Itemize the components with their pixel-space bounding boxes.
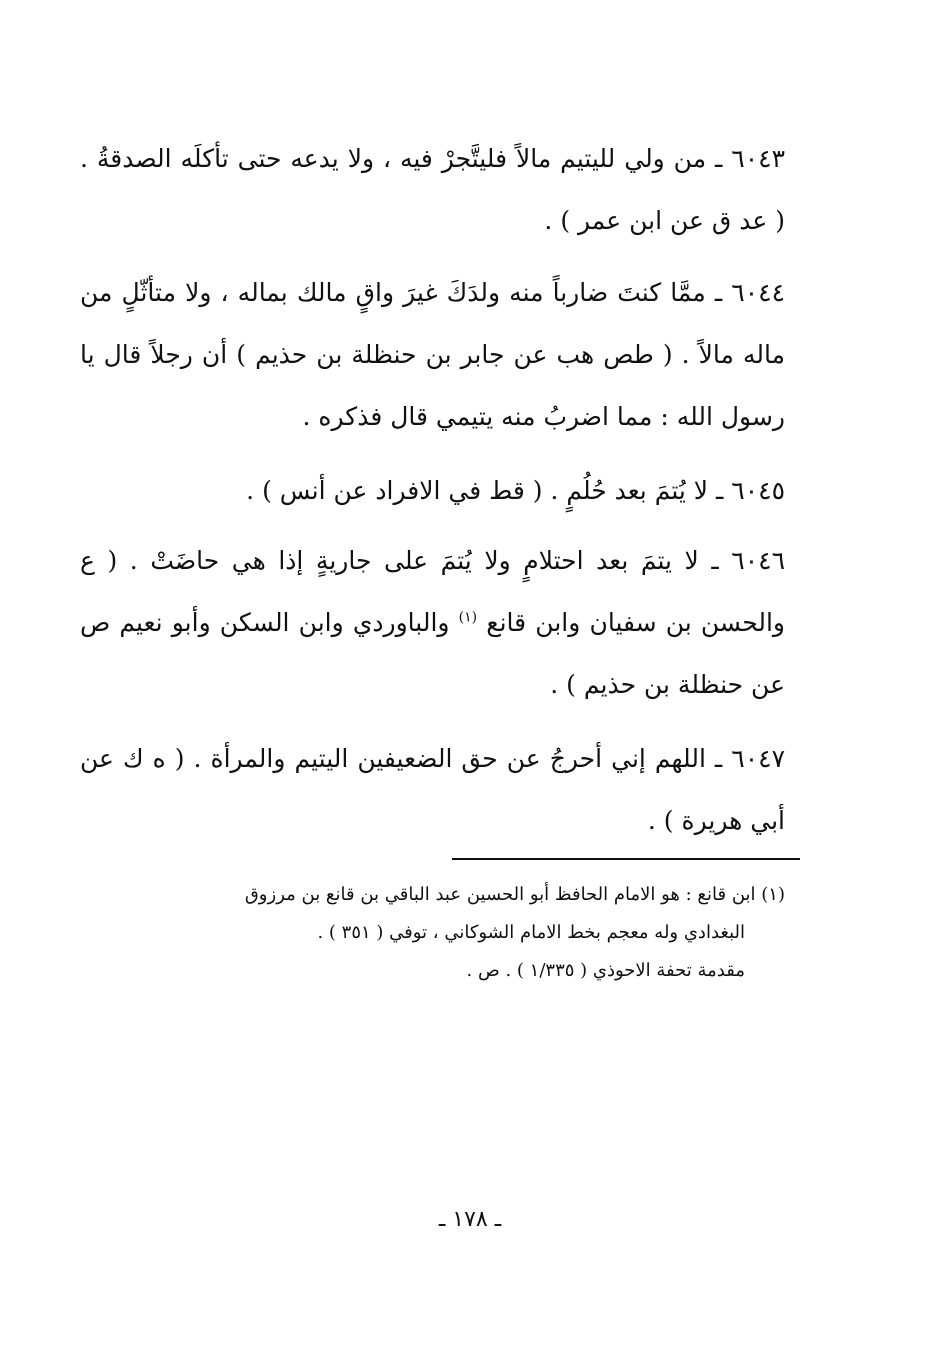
hadith-entry-6046 <box>80 530 785 716</box>
footnote-separator-line <box>452 858 800 860</box>
footnote-line-2: البغدادي وله معجم بخط الامام الشوكاني ، توفي ( ٣٥١ ) . <box>317 922 745 943</box>
hadith-entry-6043: ٦٠٤٣ ـ من ولي لليتيم مالاً فليتَّجرْ فيه ، ولا يدعه حتى تأكلَه الصدقةُ . ( عد ق عن ابن عمر ) . <box>80 144 785 235</box>
hadith-entry-6044: ٦٠٤٤ ـ ممَّا كنتَ ضارباً منه ولدَكَ غيرَ واقٍ مالك بماله ، ولا متأثّلٍ من ماله مالاً . ( طص هب عن جابر بن حنظلة بن حذيم ) أن رجلاً قال يا رسول الله : مما اضربُ منه يتيمي قال فذكره . <box>80 278 785 431</box>
page-number: ـ ١٧٨ ـ <box>438 1207 502 1232</box>
footnote-line-1: (١) ابن قانع : هو الامام الحافظ أبو الحسين عبد الباقي بن قانع بن مرزوق <box>244 884 785 905</box>
hadith-entry-6047: ٦٠٤٧ ـ اللهم إني أحرجُ عن حق الضعيفين اليتيم والمرأة . ( ه ك عن أبي هريرة ) . <box>80 744 785 835</box>
hadith-entry-6046-text-before: ٦٠٤٦ ـ لا يتمَ بعد احتلامٍ ولا يُتمَ على جاريةٍ إذا هي حاضَتْ . ( ع والحسن بن سفيان وابن قانع <box>80 546 785 637</box>
hadith-entry-6045: ٦٠٤٥ ـ لا يُتمَ بعد حُلُمٍ . ( قط في الافراد عن أنس ) . <box>246 476 785 505</box>
footnote-reference-marker: (١) <box>458 609 478 626</box>
footnote <box>80 876 785 990</box>
footnote-line-3: مقدمة تحفة الاحوذي ( ١/٣٣٥ ) . ص . <box>466 960 745 981</box>
hadith-entry-6046-text-after: والباوردي وابن السكن وأبو نعيم ص عن حنظلة بن حذيم ) . <box>80 608 785 699</box>
